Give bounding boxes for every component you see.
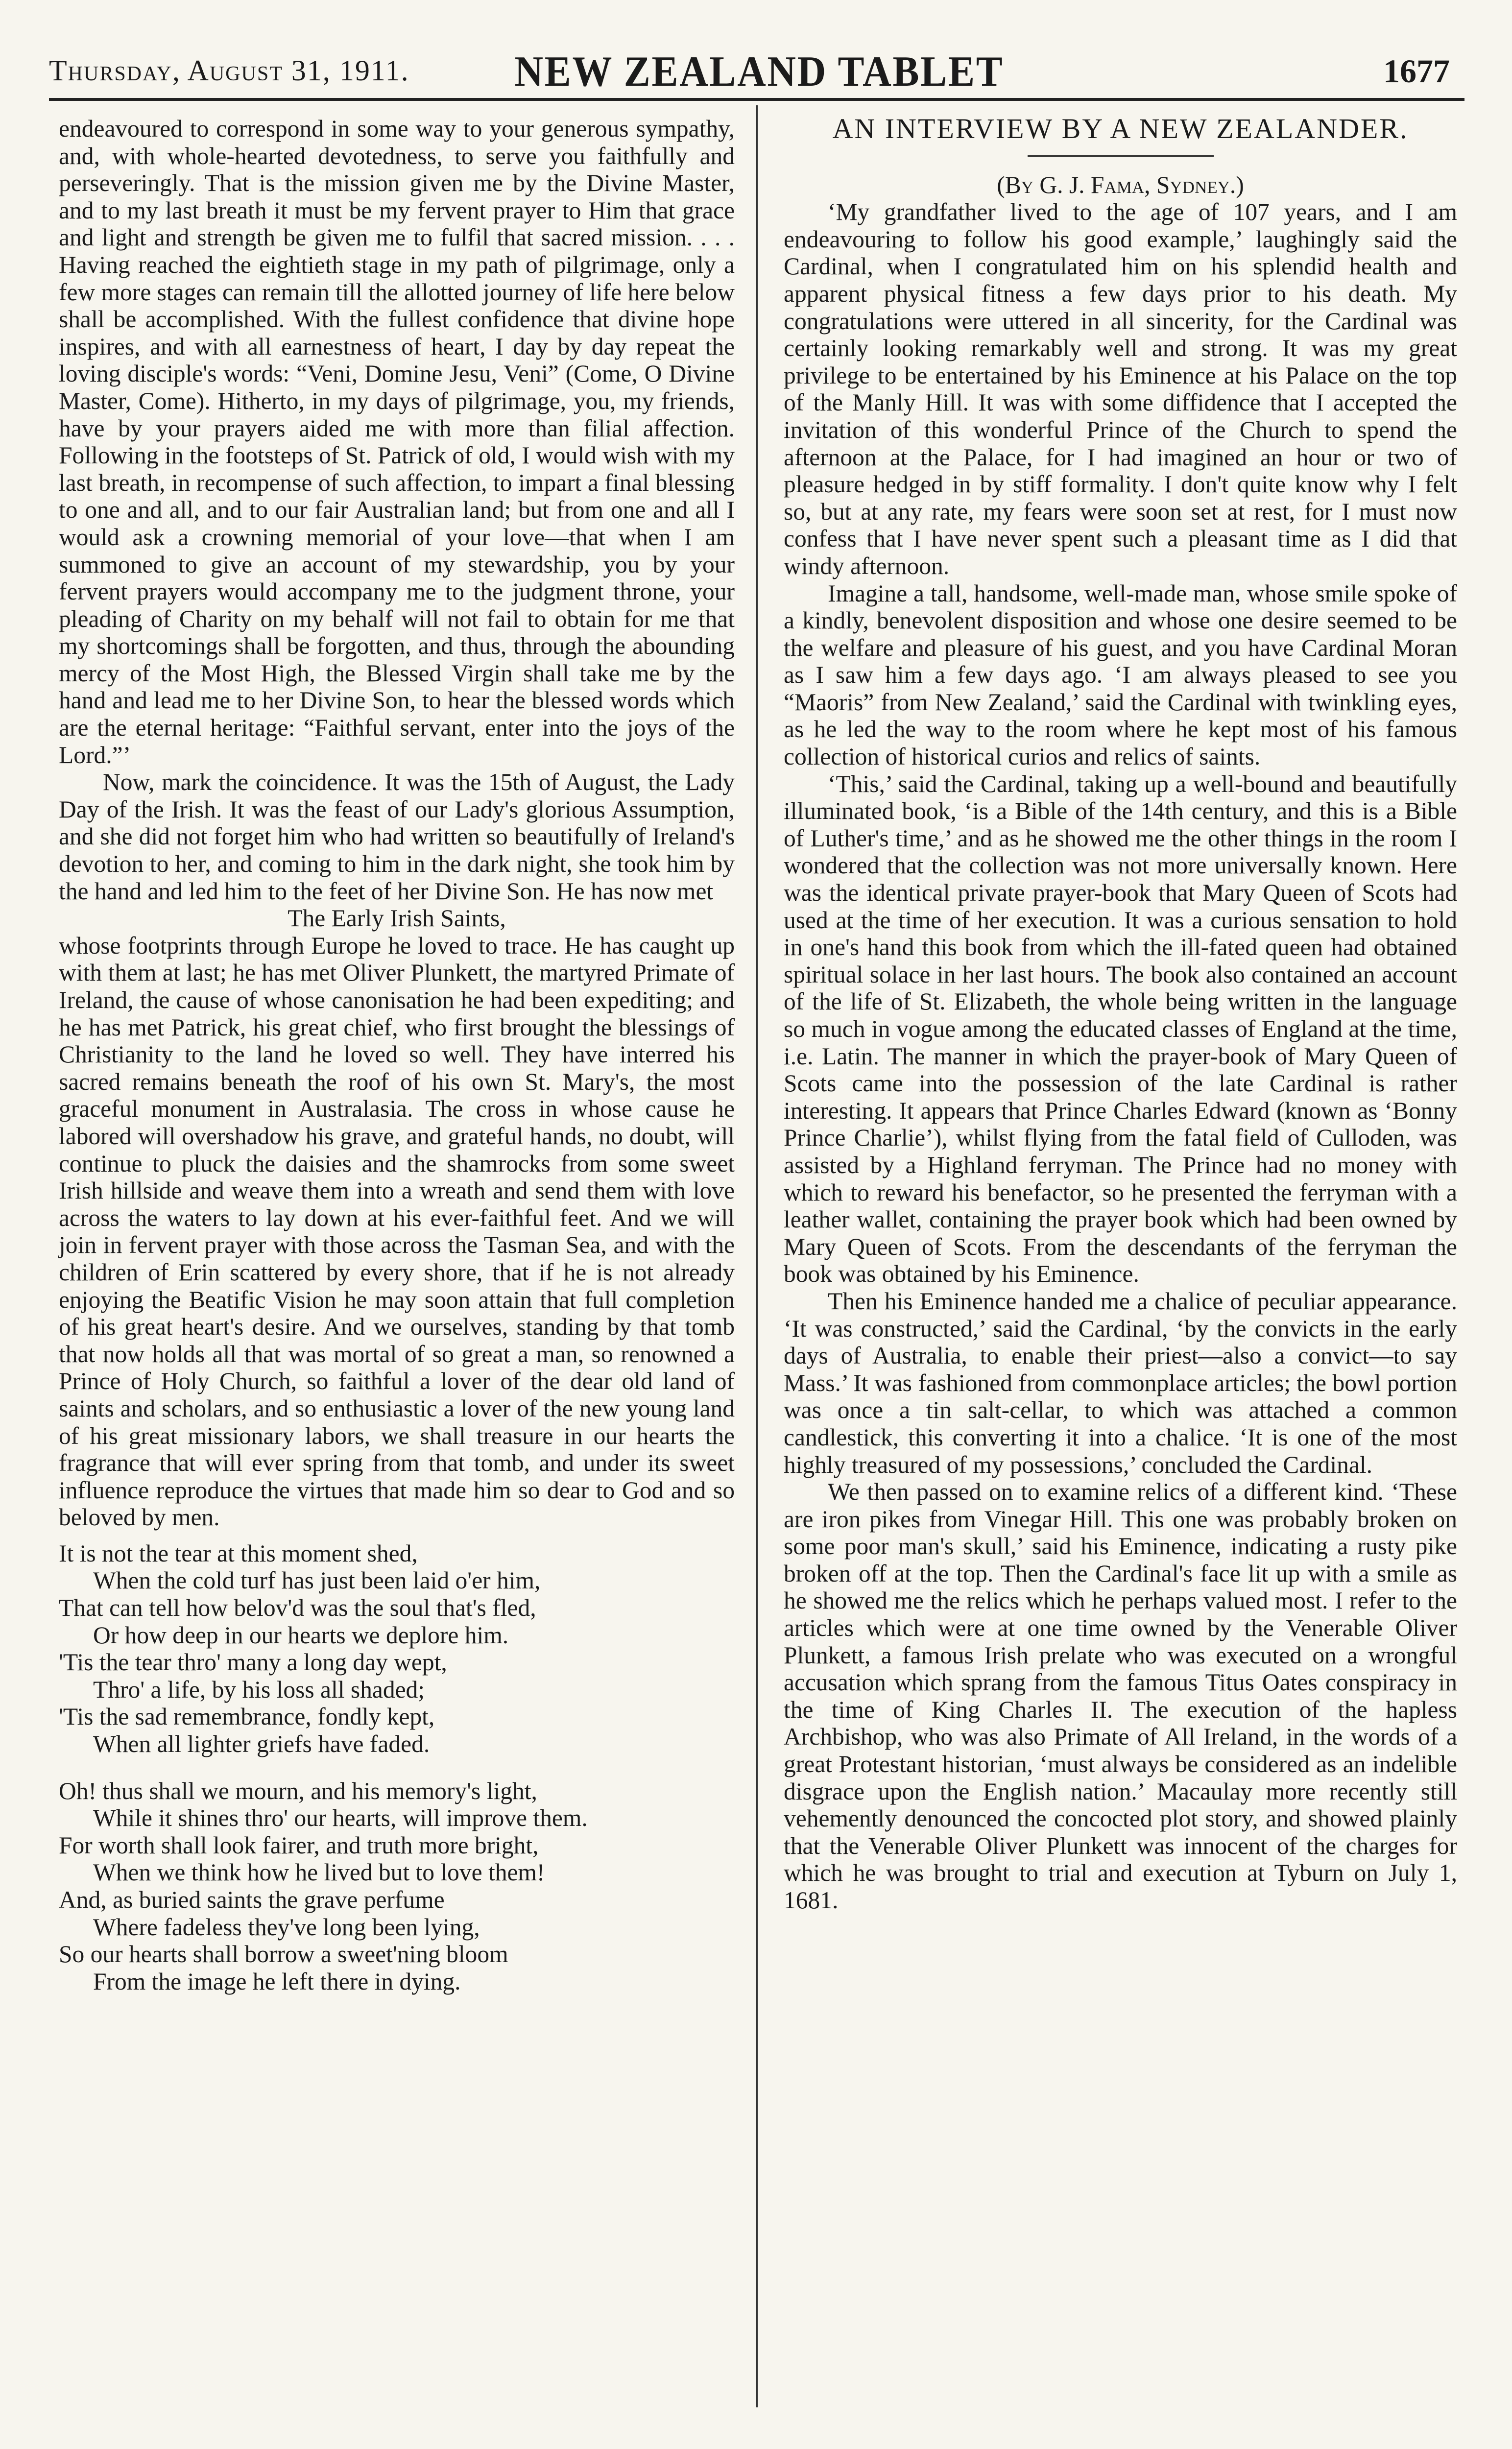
poem-stanza-2 [59, 1777, 735, 1995]
issue-date: Thursday, August 31, 1911. [49, 54, 409, 87]
irish-saints-paragraph: whose footprints through Europe he loved to trace. He has caught up with them at last; he has met Oliver Plunkett, the martyred Primate of Ireland, the cause of whose canonisation he had been expediting; and he has met Patrick, his great chief, who first brought the blessings of Christianity to the land he loved so well. They have interred his sacred remains beneath the roof of his own St. Mary's, the most graceful monument in Australasia. The cross in whose cause he labored will overshadow his grave, and grateful hands, no doubt, will continue to pluck the daisies and the shamrocks from some sweet Irish hillside and weave them into a wreath and send them with love across the waters to lay down at his ever-faithful feet. And we will join in fervent prayer with those across the Tasman Sea, and with the children of Erin scattered by every shore, that if he is not already enjoying the Beatific Vision he may soon attain that full completion of his great heart's desire. And we ourselves, standing by that tomb that now holds all that was mortal of so great a man, so renowned a Prince of Holy Church, so faithful a lover of the dear old land of saints and scholars, and so enthusiastic a lover of the new young land of his great missionary labors, we shall treasure in our hearts the fragrance that will ever spring from that tomb, and under its sweet influence reproduce the virtues that made him so dear to God and so beloved by men. [59, 932, 735, 1531]
poem-line: So our hearts shall borrow a sweet'ning bloom [59, 1941, 508, 1968]
article-paragraph: ‘My grandfather lived to the age of 107 years, and I am endeavouring to follow his good example,’ laughingly said the Cardinal, when I congratulated him on his splendid health and apparent physical fitness a few days prior to his death. My congratulations were uttered in all sincerity, for the Cardinal was certainly looking remarkably well and strong. It was my great privilege to be entertained by his Eminence at his Palace on the top of the Manly Hill. It was with some diffidence that I accepted the invitation of this wonderful Prince of the Church to spend the afternoon at the Palace, for I had imagined an hour or two of pleasure hedged in by stiff formality. I don't quite know why I felt so, but at any rate, my fears were soon set at rest, for I must now confess that I have never spent such a pleasant time as I did that windy afternoon. [784, 198, 1457, 579]
poem-line: Oh! thus shall we mourn, and his memory's light, [59, 1777, 537, 1804]
page-header [49, 45, 1469, 99]
poem-line: And, as buried saints the grave perfume [59, 1886, 445, 1913]
poem-line: Or how deep in our hearts we deplore him. [93, 1621, 509, 1649]
article-title: AN INTERVIEW BY A NEW ZEALANDER. [832, 113, 1409, 144]
poem-line: When we think how he lived but to love them! [93, 1859, 545, 1886]
left-column [59, 115, 735, 1995]
poem-line: 'Tis the sad remembrance, fondly kept, [59, 1703, 435, 1730]
poem-line: 'Tis the tear thro' many a long day wept, [59, 1649, 447, 1676]
newspaper-title: NEW ZEALAND TABLET [514, 48, 1004, 96]
poem-line: Thro' a life, by his loss all shaded; [93, 1676, 425, 1703]
section-subheading: The Early Irish Saints, [288, 905, 506, 932]
poem-line: From the image he left there in dying. [93, 1968, 461, 1995]
title-rule [1028, 155, 1214, 157]
continued-paragraph: endeavoured to correspond in some way to your generous sympathy, and, with whole-hearted devotedness, to serve you faithfully and perseveringly. That is the mission given me by the Divine Master, and to my last breath it must be my fervent prayer to Him that grace and light and strength be given me to fulfil that sacred mission. . . . Having reached the eightieth stage in my path of pilgrimage, only a few more stages can remain till the allotted journey of life here below shall be accomplished. With the fullest confidence that divine hope inspires, and with all earnestness of heart, I day by day repeat the loving disciple's words: “Veni, Domine Jesu, Veni” (Come, O Divine Master, Come). Hitherto, in my days of pilgrimage, you, my friends, have by your prayers aided me with more than filial affection. Following in the footsteps of St. Patrick of old, I would wish with my last breath, in recompense of such affection, to impart a final blessing to one and all, and to our fair Australian land; but from one and all I would ask a crowning memorial of your love—that when I am summoned to give an account of my stewardship, you by your fervent prayers would accompany me to the judgment throne, your pleading of Charity on my behalf will not fail to obtain for me that my shortcomings shall be forgotten, and thus, through the abounding mercy of the Most High, the Blessed Virgin shall take me by the hand and lead me to her Divine Son, to hear the blessed words which are the eternal heritage: “Faithful servant, enter into the joys of the Lord.”’ [59, 115, 735, 768]
poem-line: When all lighter griefs have faded. [93, 1730, 430, 1758]
page-number: 1677 [1383, 52, 1450, 90]
coincidence-paragraph: Now, mark the coincidence. It was the 15th of August, the Lady Day of the Irish. It was the feast of our Lady's glorious Assumption, and she did not forget him who had written so beautifully of Ireland's devotion to her, and coming to him in the dark night, she took him by the hand and led him to the feet of her Divine Son. He has now met [59, 768, 735, 905]
poem-line: Where fadeless they've long been lying, [93, 1913, 480, 1941]
right-column [784, 115, 1457, 1914]
poem-line: When the cold turf has just been laid o'er him, [93, 1567, 541, 1594]
poem-line: For worth shall look fairer, and truth more bright, [59, 1831, 539, 1859]
article-paragraph: ‘This,’ said the Cardinal, taking up a well-bound and beautifully illuminated book, ‘is a Bible of the 14th century, and this is a Bible of Luther's time,’ and as he showed me the other things in the room I wondered that the collection was not more universally known. Here was the identical private prayer-book that Mary Queen of Scots had used at the time of her execution. It was a curious sensation to hold in one's hand this book from which the ill-fated queen had obtained spiritual solace in her last hours. The book also contained an account of the life of St. Elizabeth, the whole being written in the language so much in vogue among the educated classes of England at the time, i.e. Latin. The manner in which the prayer-book of Mary Queen of Scots came into the possession of the late Cardinal is rather interesting. It appears that Prince Charles Edward (known as ‘Bonny Prince Charlie’), whilst flying from the fatal field of Culloden, was assisted by a Highland ferryman. The Prince had no money with which to reward his benefactor, so he presented the ferryman with a leather wallet, containing the prayer book which had been owned by Mary Queen of Scots. From the descendants of the ferryman the book was obtained by his Eminence. [784, 770, 1457, 1288]
article-paragraph: Imagine a tall, handsome, well-made man, whose smile spoke of a kindly, benevolent disposition and whose one desire seemed to be the welfare and pleasure of his guest, and you have Cardinal Moran as I saw him a few days ago. ‘I am always pleased to see you “Maoris” from New Zealand,’ said the Cardinal with twinkling eyes, as he led the way to the room where he kept most of his famous collection of historical curios and relics of saints. [784, 579, 1457, 770]
poem-line: It is not the tear at this moment shed, [59, 1539, 418, 1567]
column-divider [756, 105, 758, 2407]
poem-line: While it shines thro' our hearts, will improve them. [93, 1804, 588, 1832]
article-paragraph: Then his Eminence handed me a chalice of peculiar appearance. ‘It was constructed,’ said the Cardinal, ‘by the convicts in the early days of Australia, to enable their priest—also a convict—to say Mass.’ It was fashioned from commonplace articles; the bowl portion was once a tin salt-cellar, to which was attached a common candlestick, this converting it into a chalice. ‘It is one of the most highly treasured of my possessions,’ concluded the Cardinal. [784, 1287, 1457, 1478]
article-paragraph: We then passed on to examine relics of a different kind. ‘These are iron pikes from Vinegar Hill. This one was probably broken on some poor man's skull,’ said his Eminence, indicating a rusty pike broken off at the top. Then the Cardinal's face lit up with a smile as he showed me the relics which he perhaps valued most. I refer to the articles which were at one time owned by the Venerable Oliver Plunkett, a famous Irish prelate who was executed on a wrongful accusation which sprang from the famous Titus Oates conspiracy in the time of King Charles II. The execution of the hapless Archbishop, who was also Primate of All Ireland, in the words of a great Protestant historian, ‘must always be considered as an indelible disgrace upon the English nation.’ Macaulay more recently still vehemently denounced the concocted plot story, and showed plainly that the Venerable Oliver Plunkett was innocent of the charges for which he was brought to trial and execution at Tyburn on July 1, 1681. [784, 1478, 1457, 1914]
poem [59, 1540, 735, 1995]
poem-line: That can tell how belov'd was the soul that's fled, [59, 1594, 536, 1622]
poem-stanza-1 [59, 1540, 735, 1758]
article-byline: (By G. J. Fama, Sydney.) [997, 171, 1244, 198]
header-rule [49, 98, 1464, 101]
